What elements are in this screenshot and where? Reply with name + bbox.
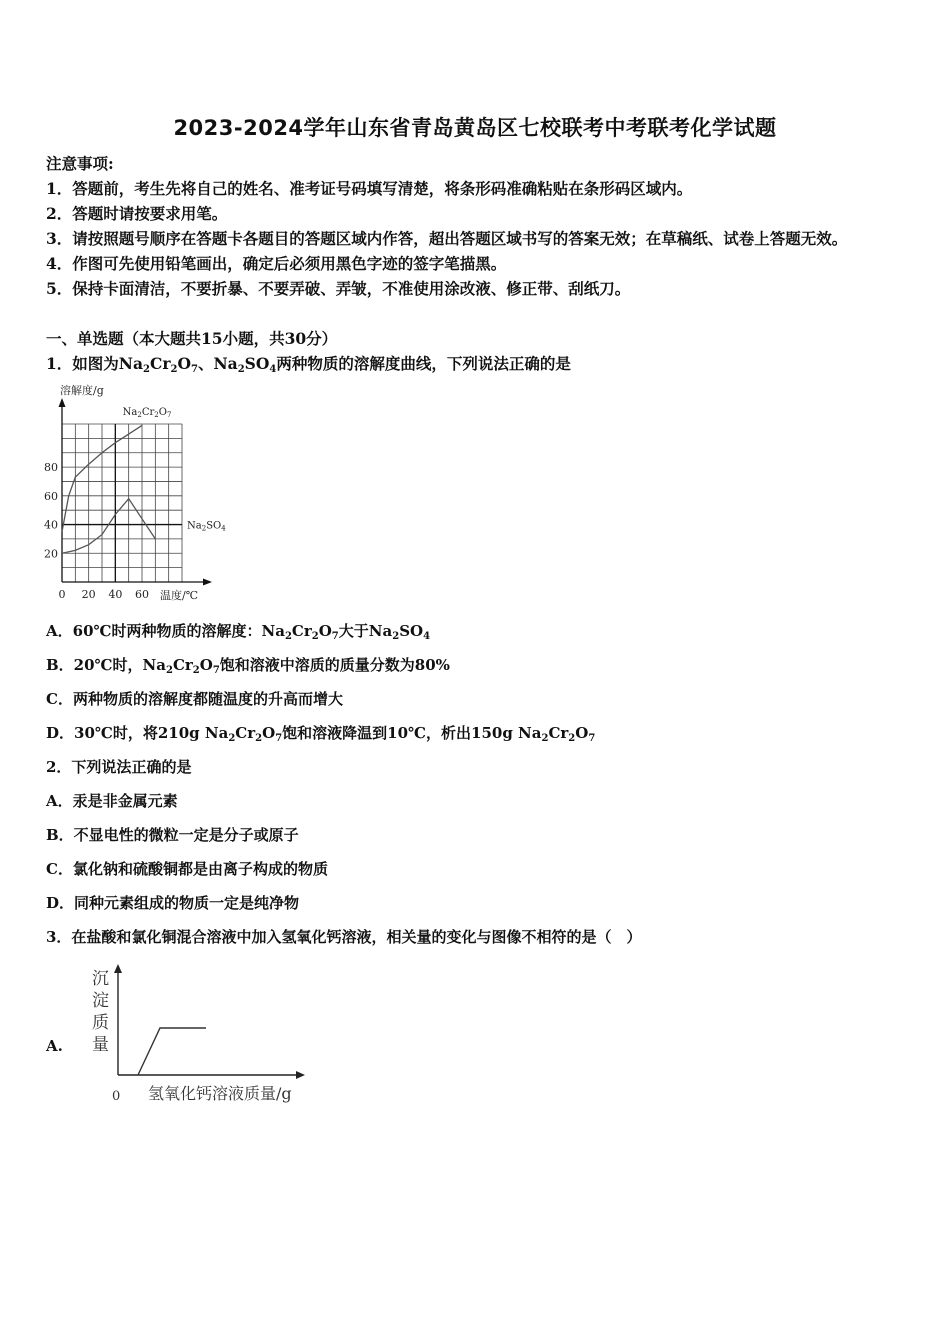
x-tick-label: 60 [135,588,149,601]
x-tick-label: 40 [108,588,123,601]
y-label-char-1: 沉 [92,969,109,989]
na2so4-label: $Na_2SO_4$ [187,520,226,533]
q3-option-a-label: A. [46,1037,63,1055]
q3-precipitate-graph [84,960,324,1110]
origin-label: 0 [112,1089,121,1104]
y-label-char-4: 量 [92,1035,109,1055]
y-label-char-2: 淀 [92,991,109,1011]
x-tick-label: 20 [81,588,96,601]
q1-option-d: D．30℃时，将210g $Na_2Cr_2O_7$饱和溶液降温到10℃，析出150g $Na_2Cr_2O_7$ [46,724,596,744]
chart-labels [60,383,226,602]
solubility-chart [38,378,238,603]
section-heading: 一、单选题（本大题共15小题，共30分） [46,329,338,348]
chart-series [62,425,155,553]
q1-option-a: A．60℃时两种物质的溶解度：$Na_2Cr_2O_7$大于$Na_2SO_4$ [46,622,431,642]
notice-item-4: 4．作图可先使用铅笔画出，确定后必须用黑色字迹的签字笔描黑。 [46,254,507,273]
notice-item-2: 2．答题时请按要求用笔。 [46,204,228,223]
chart-axes [59,398,213,586]
x-tick-label: 0 [58,588,66,601]
y-tick-label: 80 [44,461,58,475]
notice-item-3: 3．请按照题号顺序在答题卡各题目的答题区域内作答，超出答题区域书写的答案无效；在草稿纸、试卷上答题无效。 [46,229,848,248]
notice-heading: 注意事项: [46,154,114,173]
notice-item-1: 1．答题前，考生先将自己的姓名、准考证号码填写清楚，将条形码准确粘贴在条形码区域内。 [46,179,693,198]
chart-ticks [44,461,149,601]
x-axis-label: 氢氧化钙溶液质量/g [148,1084,292,1103]
y-tick-label: 20 [44,547,58,561]
y-label-char-3: 质 [92,1013,109,1033]
q3-stem: 3．在盐酸和氯化铜混合溶液中加入氢氧化钙溶液，相关量的变化与图像不相符的是（ ） [46,928,642,946]
y-axis-arrow [114,964,122,973]
q1-option-c: C．两种物质的溶解度都随温度的升高而增大 [46,690,343,708]
y-tick-label: 60 [44,489,58,503]
x-axis-label: 温度/℃ [160,589,199,602]
q2-option-b: B．不显电性的微粒一定是分子或原子 [46,826,299,844]
q2-stem: 2．下列说法正确的是 [46,758,192,776]
y-axis-label: 溶解度/g [60,384,104,397]
formula-na2so4: $Na_2SO_4$ [213,354,277,375]
y-tick-label: 40 [44,518,58,532]
precipitate-curve [138,1028,206,1075]
q2-option-c: C．氯化钠和硫酸铜都是由离子构成的物质 [46,860,328,878]
y-axis-arrow [59,398,66,407]
q1-stem: 1．如图为$Na_2Cr_2O_7$、$Na_2SO_4$两种物质的溶解度曲线，下列说法正确的是 [46,354,571,375]
na2cr2o7-label: $Na_2Cr_2O_7$ [122,407,172,419]
q2-option-d: D．同种元素组成的物质一定是纯净物 [46,894,300,912]
q2-option-a: A．汞是非金属元素 [46,792,178,810]
q1-option-b: B．20℃时，$Na_2Cr_2O_7$饱和溶液中溶质的质量分数为80% [46,656,450,676]
formula-na2cr2o7: $Na_2Cr_2O_7$ [118,354,198,375]
page-title: 2023-2024学年山东省青岛黄岛区七校联考中考联考化学试题 [173,116,777,140]
na2so4-curve [62,499,155,554]
x-axis-arrow [203,579,212,586]
x-axis-arrow [296,1071,305,1079]
notice-item-5: 5．保持卡面清洁，不要折暴、不要弄破、弄皱，不准使用涂改液、修正带、刮纸刀。 [46,279,631,298]
chart-grid [62,424,182,582]
